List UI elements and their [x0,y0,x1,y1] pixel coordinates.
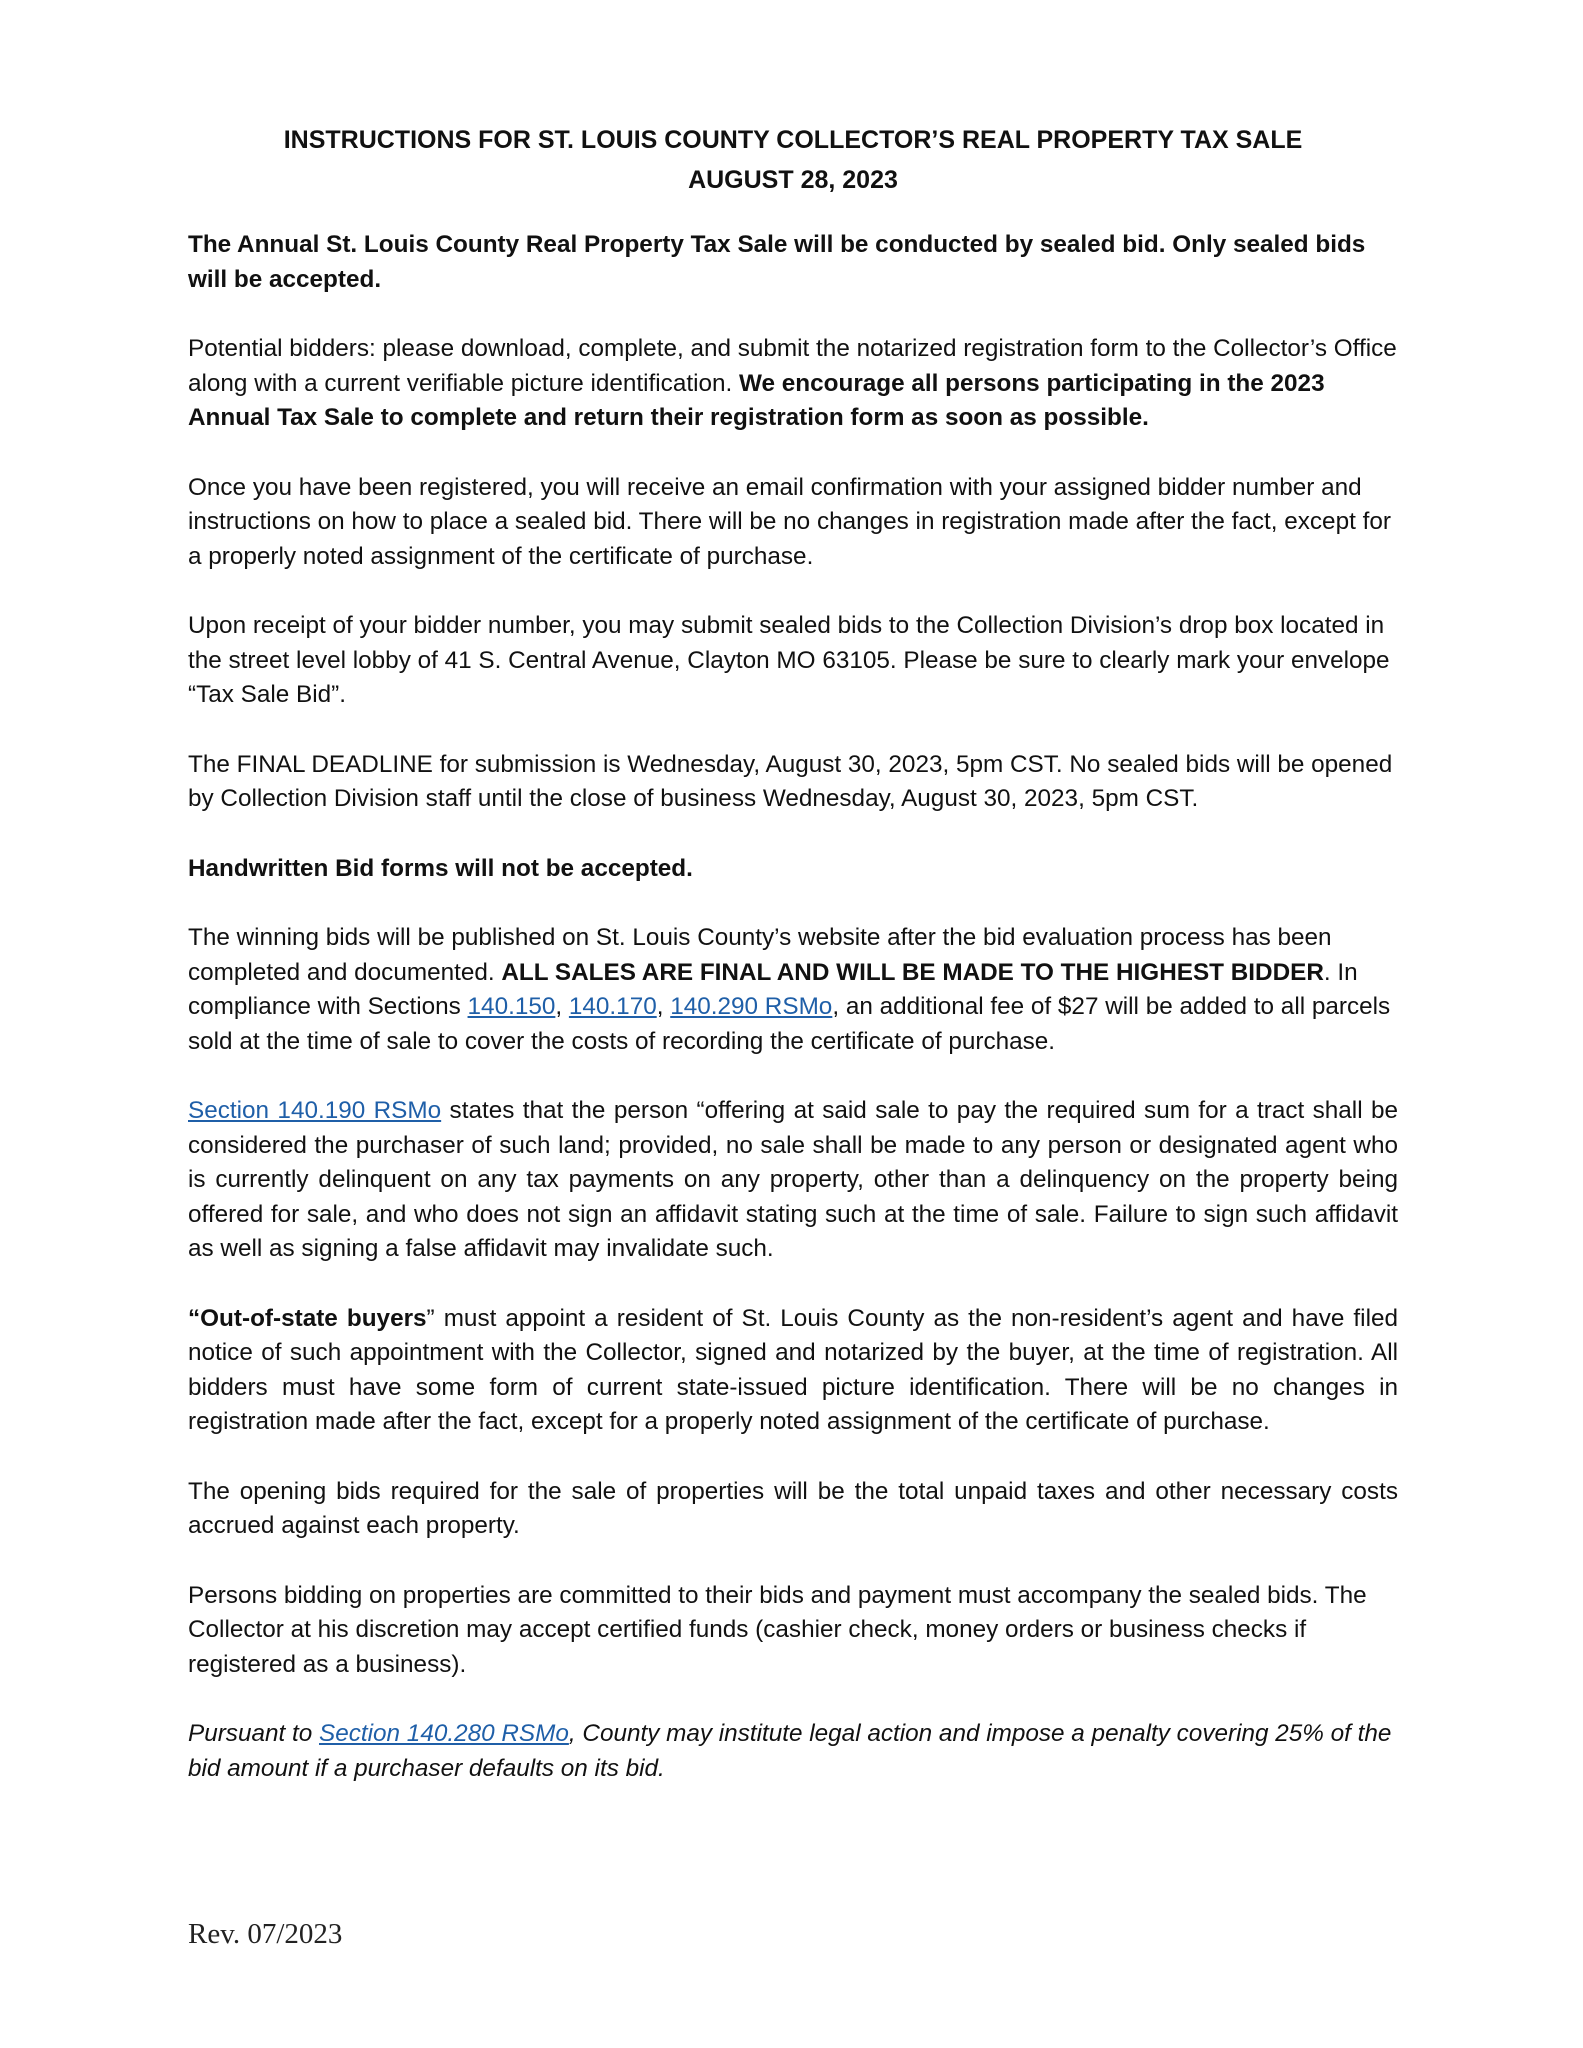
document-page [188,120,1398,1821]
section-140-190-text: states that the person “offering at said sale to pay the required sum for a tract shall be considered the purchaser of such land; provided, no sale shall be made to any person or designated agent who is currently delinquent on any tax payments on any property, other than a delinquency on the property being offered for sale, and who does not sign an affidavit stating such at the time of sale. Failure to sign such affidavit as well as signing a false affidavit may invalidate such. [188,1097,1399,1262]
winning-bids-text-1: The winning bids will be published on St. Louis County’s website after the bid evaluation process has been completed and documented. [188,924,1332,986]
paragraph-handwritten [188,852,1398,887]
link-section-140-290[interactable]: 140.290 RSMo [670,993,833,1020]
drop-box-text: Upon receipt of your bidder number, you may submit sealed bids to the Collection Division’s drop box located in the street level lobby of 41 S. Central Avenue, Clayton MO 63105. Please be sure to clearly mark your envelope “Tax Sale Bid”. [188,612,1390,708]
opening-bids-text: The opening bids required for the sale of properties will be the total unpaid taxes and other necessary costs accrued against each property. [188,1477,1398,1539]
link-section-140-190[interactable]: Section 140.190 RSMo [188,1097,442,1124]
title-line-1: INSTRUCTIONS FOR ST. LOUIS COUNTY COLLECTOR’S REAL PROPERTY TAX SALE [283,126,1303,154]
penalty-text-1: Pursuant to [188,1720,320,1747]
confirmation-text: Once you have been registered, you will receive an email confirmation with your assigned bidder number and instructions on how to place a sealed bid. There will be no changes in registration made after the fact, except for a properly noted assignment of the certificate of purchase. [188,473,1391,570]
winning-bids-text-2: . In compliance with Sections [188,958,1358,1020]
deadline-text: The FINAL DEADLINE for submission is Wednesday, August 30, 2023, 5pm CST. No sealed bids will be opened by Collection Division staff until the close of business Wednesday, August 30, 2023, 5pm CST. [188,750,1393,812]
link-section-140-150[interactable]: 140.150 [467,993,556,1020]
paragraph-section-140-190 [188,1094,1398,1267]
link-section-140-280[interactable]: Section 140.280 RSMo [319,1720,569,1747]
revision-footer: Rev. 07/2023 [188,1918,343,1950]
separator: , [656,993,671,1020]
separator: , [555,993,569,1020]
paragraph-drop-box [188,609,1398,713]
paragraph-registration [188,332,1398,436]
paragraph-penalty [188,1717,1398,1786]
out-of-state-heading: “Out-of-state buyers [188,1304,427,1332]
paragraph-confirmation [188,471,1398,575]
paragraph-payment [188,1579,1398,1683]
link-section-140-170[interactable]: 140.170 [568,993,657,1020]
sales-final-notice: ALL SALES ARE FINAL AND WILL BE MADE TO THE HIGHEST BIDDER [501,958,1324,986]
payment-text: Persons bidding on properties are committed to their bids and payment must accompany the sealed bids. The Collector at his discretion may accept certified funds (cashier check, money orders or business checks if registered as a business). [188,1581,1367,1678]
title-line-2: AUGUST 28, 2023 [688,166,898,194]
registration-encouragement: We encourage all persons participating in the 2023 Annual Tax Sale to complete and return their registration form as soon as possible. [188,369,1325,431]
paragraph-winning-bids [188,921,1398,1059]
registration-text: Potential bidders: please download, complete, and submit the notarized registration form to the Collector’s Office along with a current verifiable picture identification. [188,335,1397,397]
sealed-bid-notice: The Annual St. Louis County Real Property Tax Sale will be conducted by sealed bid. Only sealed bids will be accepted. [188,231,1366,293]
document-title [188,120,1398,200]
out-of-state-text: ” must appoint a resident of St. Louis County as the non-resident’s agent and have filed notice of such appointment with the Collector, signed and notarized by the buyer, at the time of registration. All bidders must have some form of current state-issued picture identification. There will be no changes in registration made after the fact, except for a properly noted assignment of the certificate of purchase. [188,1304,1398,1435]
penalty-text-2: , County may institute legal action and impose a penalty covering 25% of the bid amount if a purchaser defaults on its bid. [188,1720,1392,1782]
winning-bids-text-3: , an additional fee of $27 will be added to all parcels sold at the time of sale to cover the costs of recording the certificate of purchase. [188,993,1391,1055]
paragraph-deadline [188,748,1398,817]
paragraph-sealed-bid [188,228,1398,297]
paragraph-out-of-state [188,1302,1398,1440]
paragraph-opening-bids [188,1475,1398,1544]
handwritten-notice: Handwritten Bid forms will not be accepted. [188,854,693,882]
